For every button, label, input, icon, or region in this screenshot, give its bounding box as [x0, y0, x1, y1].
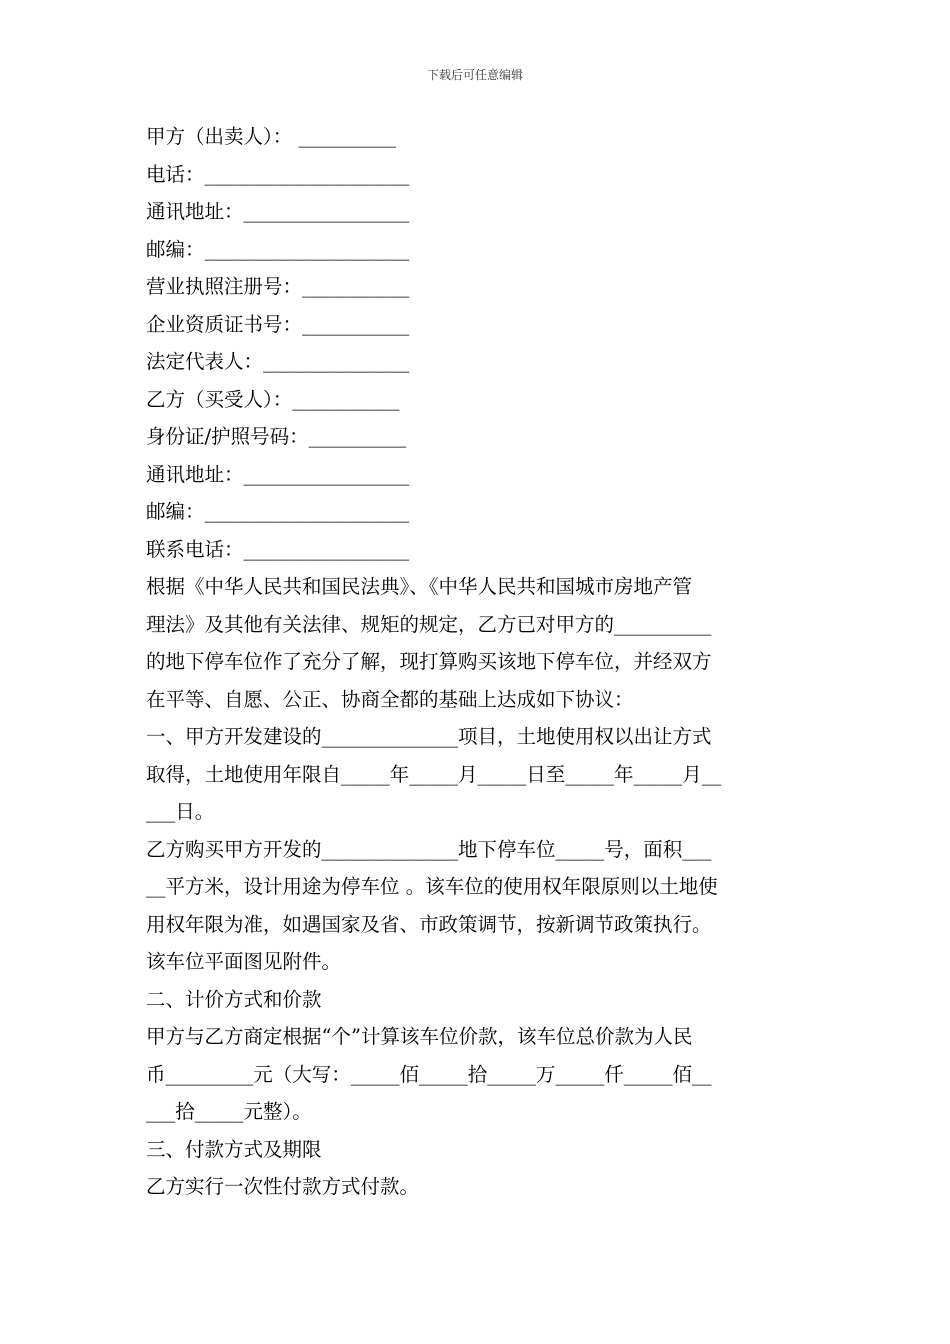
- section-3-heading: 三、付款方式及期限: [146, 1137, 322, 1161]
- section-2-heading: 二、计价方式和价款: [146, 987, 322, 1011]
- document-body: [146, 118, 811, 1206]
- price-line: 甲方与乙方商定根据“个”计算该车位价款，该车位总价款为人民: [146, 1025, 693, 1048]
- business-license-line: 营业执照注册号：___________: [146, 275, 410, 298]
- legal-representative-line: 法定代表人：_______________: [146, 350, 410, 373]
- price-line: ___拾_____元整）。: [146, 1100, 312, 1123]
- price-line: 币_________元（大写：_____佰_____拾_____万_____仟_____佰__: [146, 1062, 712, 1086]
- clause-1-line: ___日。: [146, 800, 215, 823]
- buyer-postcode-line: 邮编：_____________________: [146, 500, 410, 523]
- parking-space-line: 用权年限为准，如遇国家及省、市政策调节，按新调节政策执行。: [146, 912, 712, 936]
- seller-name-line: 甲方（出卖人）： __________: [146, 125, 396, 148]
- clause-1-line: 取得，土地使用年限自_____年_____月_____日至_____年_____月__: [146, 762, 722, 786]
- buyer-id-line: 身份证/护照号码：__________: [146, 425, 407, 448]
- parking-space-line: 该车位平面图见附件。: [146, 950, 342, 973]
- buyer-phone-line: 联系电话：_________________: [146, 537, 410, 561]
- seller-address-line: 通讯地址：_________________: [146, 200, 410, 223]
- seller-phone-line: 电话：_____________________: [146, 162, 410, 186]
- preamble-line: 根据《中华人民共和国民法典》、《中华人民共和国城市房地产管: [146, 575, 693, 598]
- preamble-line: 的地下停车位作了充分了解，现打算购买该地下停车位，并经双方: [146, 650, 712, 673]
- preamble-line: 理法》及其他有关法律、规矩的规定，乙方已对甲方的__________: [146, 612, 712, 636]
- buyer-name-line: 乙方（买受人）：___________: [146, 387, 400, 411]
- preamble-line: 在平等、自愿、公正、协商全都的基础上达成如下协议：: [146, 687, 634, 711]
- clause-1-line: 一、甲方开发建设的______________项目，土地使用权以出让方式: [146, 725, 712, 748]
- seller-postcode-line: 邮编：_____________________: [146, 237, 410, 261]
- page-header: 下载后可任意编辑: [426, 68, 523, 82]
- parking-space-line: 乙方购买甲方开发的______________地下停车位_____号，面积___: [146, 837, 712, 861]
- qualification-cert-line: 企业资质证书号：___________: [146, 312, 410, 336]
- payment-line: 乙方实行一次性付款方式付款。: [146, 1175, 420, 1198]
- buyer-address-line: 通讯地址：_________________: [146, 462, 410, 486]
- parking-space-line: __平方米，设计用途为停车位 。该车位的使用权年限原则以土地使: [146, 875, 718, 898]
